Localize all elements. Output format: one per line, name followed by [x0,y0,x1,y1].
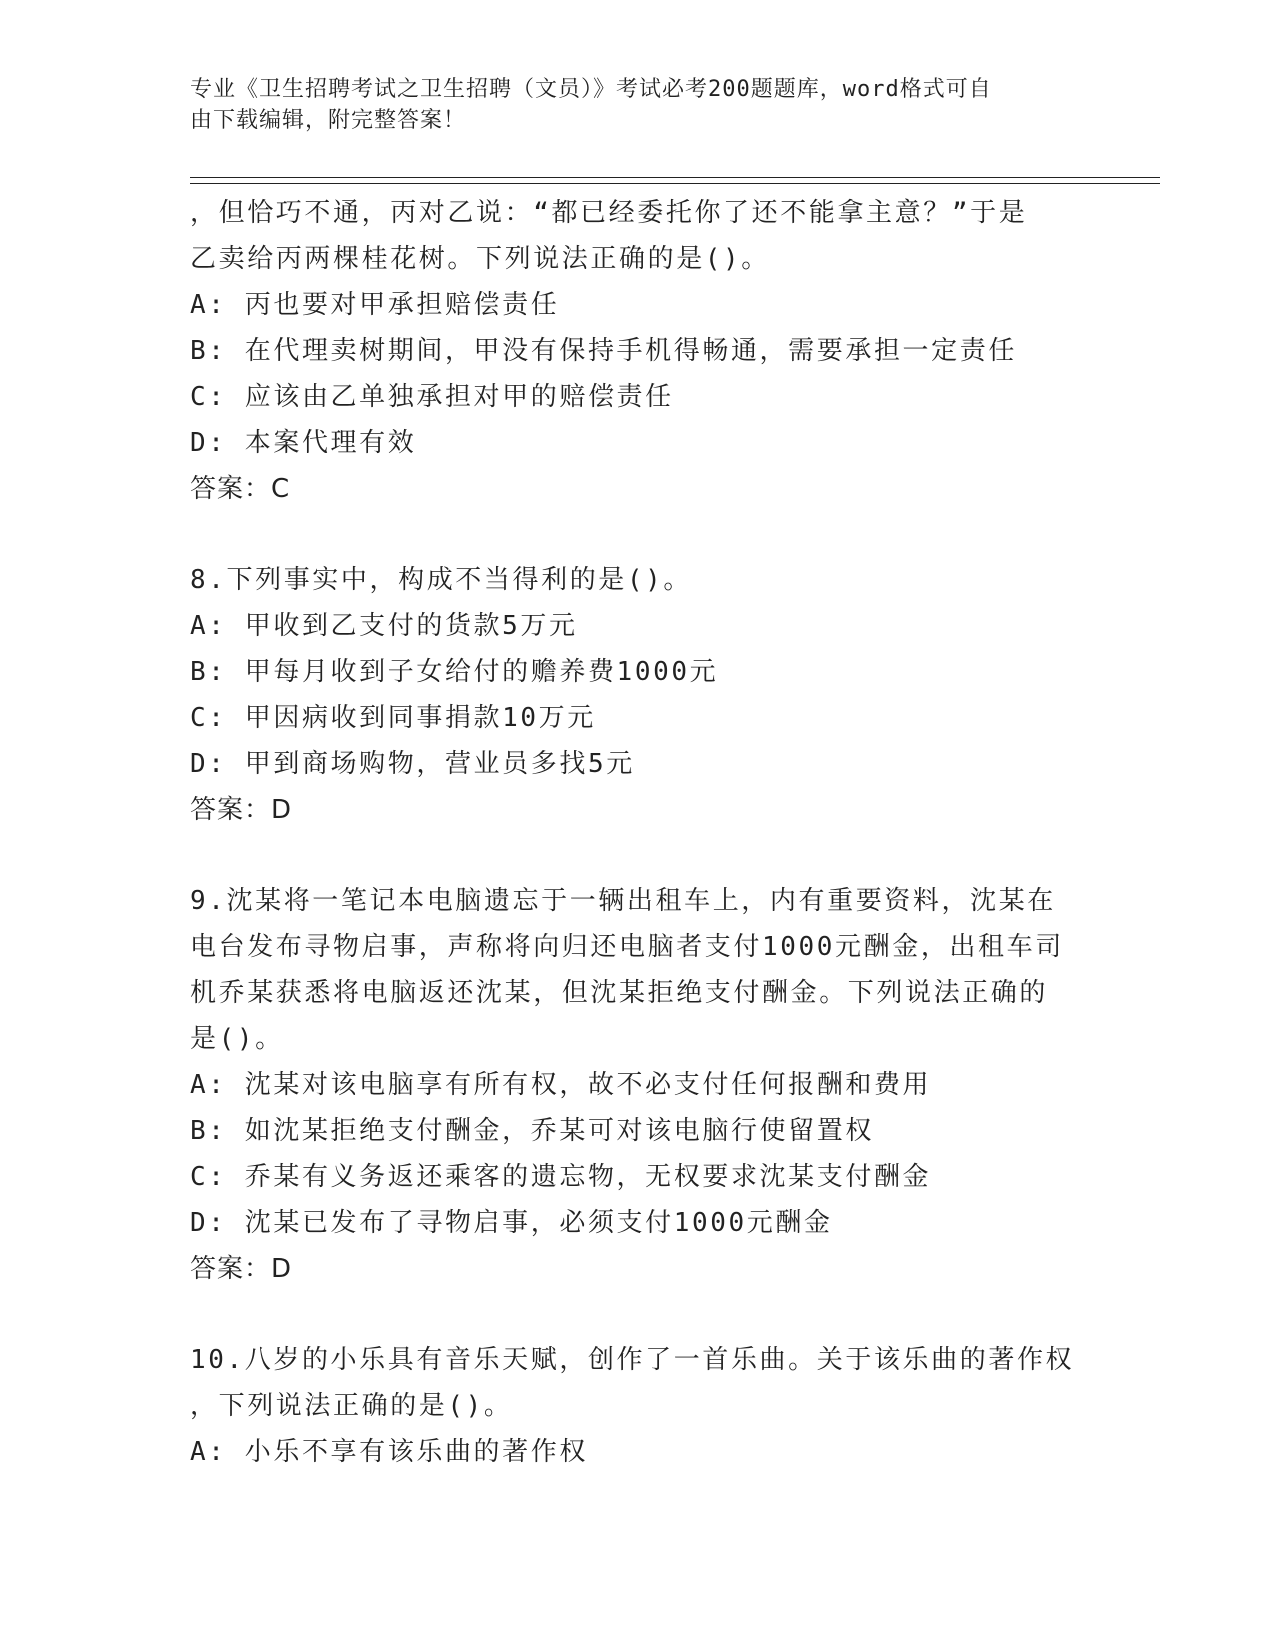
answer-line: 答案：D [190,795,293,825]
option-b: B: 在代理卖树期间，甲没有保持手机得畅通，需要承担一定责任 [190,336,1017,366]
header-divider-bottom [190,183,1160,184]
question-spacer [190,512,1090,557]
question-spacer [190,1292,1090,1337]
document-header [190,74,1090,136]
question-10 [190,1337,1090,1475]
option-b: B: 如沈某拒绝支付酬金，乔某可对该电脑行使留置权 [190,1116,874,1146]
option-d: D: 甲到商场购物，营业员多找5元 [190,749,635,779]
question-stem-line: ，但恰巧不通，丙对乙说：“都已经委托你了还不能拿主意？”于是 [190,198,1028,228]
option-a: A: 沈某对该电脑享有所有权，故不必支付任何报酬和费用 [190,1070,932,1100]
header-line-1: 专业《卫生招聘考试之卫生招聘（文员）》考试必考200题题库，word格式可自 [190,77,992,102]
question-stem-line: 电台发布寻物启事，声称将向归还电脑者支付1000元酬金，出租车司 [190,932,1064,962]
answer-line: 答案：D [190,1254,293,1284]
question-stem-line: 8.下列事实中，构成不当得利的是()。 [190,565,693,595]
option-d: D: 沈某已发布了寻物启事，必须支付1000元酬金 [190,1208,833,1238]
question-stem-line: ，下列说法正确的是()。 [190,1391,513,1421]
question-stem-line: 9.沈某将一笔记本电脑遗忘于一辆出租车上，内有重要资料，沈某在 [190,886,1056,916]
header-divider-top [190,177,1160,178]
question-7 [190,190,1090,512]
question-stem-line: 机乔某获悉将电脑返还沈某，但沈某拒绝支付酬金。下列说法正确的 [190,978,1049,1008]
question-list [190,190,1090,1475]
question-stem-line: 10.八岁的小乐具有音乐天赋，创作了一首乐曲。关于该乐曲的著作权 [190,1345,1075,1375]
question-stem-line: 是()。 [190,1024,284,1054]
option-a: A: 丙也要对甲承担赔偿责任 [190,290,560,320]
question-8 [190,557,1090,833]
question-stem-line: 乙卖给丙两棵桂花树。下列说法正确的是()。 [190,244,770,274]
option-c: C: 乔某有义务返还乘客的遗忘物，无权要求沈某支付酬金 [190,1162,932,1192]
question-9 [190,878,1090,1292]
option-c: C: 甲因病收到同事捐款10万元 [190,703,596,733]
option-b: B: 甲每月收到子女给付的赡养费1000元 [190,657,719,687]
option-d: D: 本案代理有效 [190,428,417,458]
answer-line: 答案：C [190,474,291,504]
question-spacer [190,833,1090,878]
option-a: A: 甲收到乙支付的货款5万元 [190,611,578,641]
option-c: C: 应该由乙单独承担对甲的赔偿责任 [190,382,674,412]
header-line-2: 由下载编辑，附完整答案！ [190,108,467,133]
option-a: A: 小乐不享有该乐曲的著作权 [190,1437,588,1467]
